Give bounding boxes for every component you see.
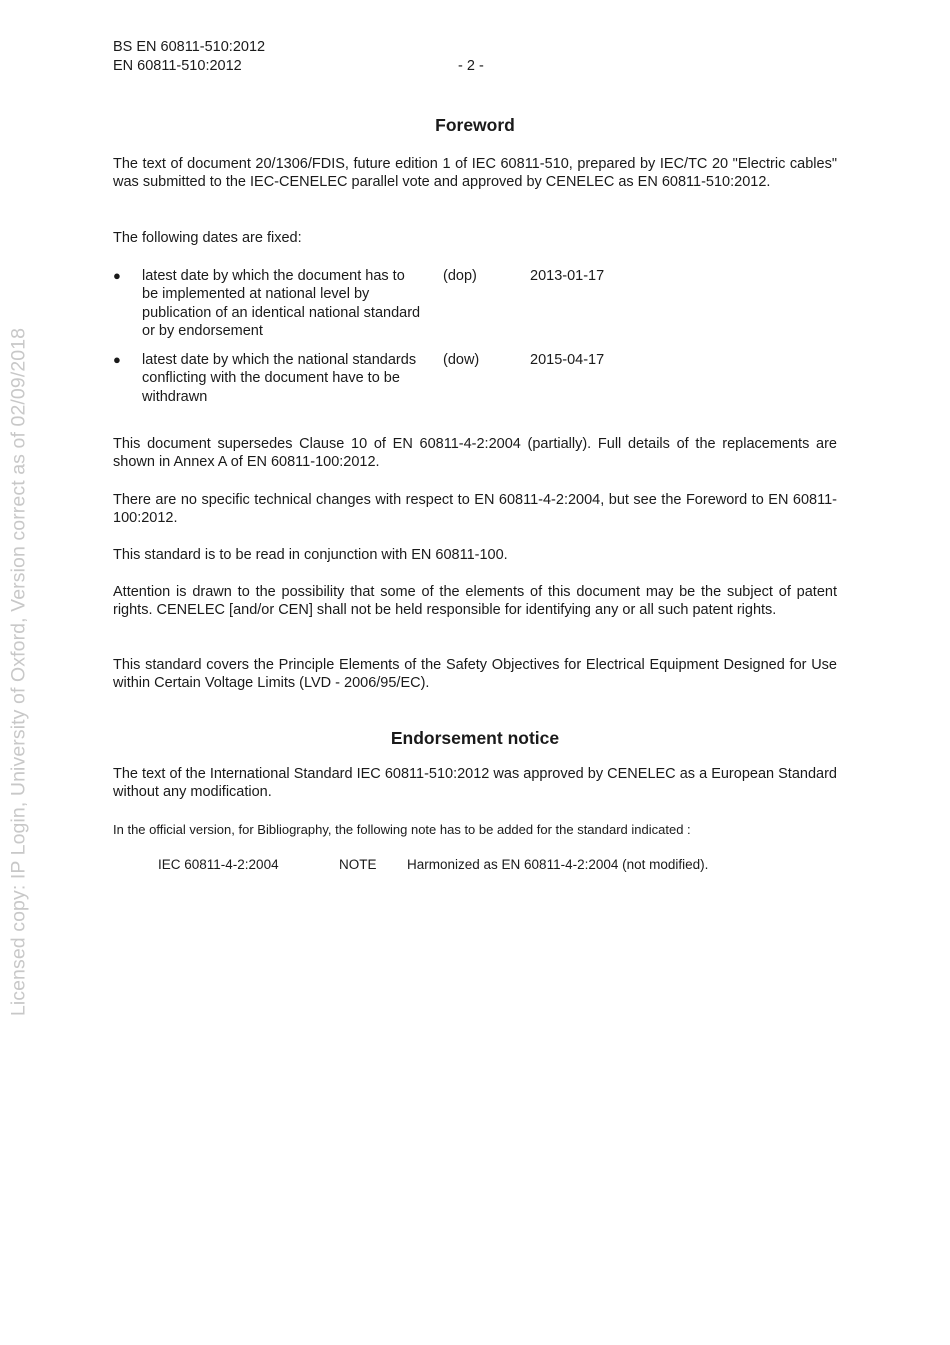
date-item-date: 2013-01-17 [530,268,605,284]
technical-changes-paragraph: There are no specific technical changes with respect to EN 60811-4-2:2004, but see the Foreword to EN 60811-100:2012. [113,492,837,527]
document-header [113,38,265,76]
conjunction-paragraph: This standard is to be read in conjunction with EN 60811-100. [113,547,508,563]
note-text: Harmonized as EN 60811-4-2:2004 (not modified). [407,857,709,872]
note-label: NOTE [339,857,377,872]
patent-paragraph: Attention is drawn to the possibility that some of the elements of this document may be the subject of patent rights. CENELEC [and/or CEN] shall not be held responsible for identifying any or all such patent rights. [113,584,837,619]
watermark-text: Licensed copy: IP Login, University of Oxford, Version correct as of 02/09/2018 [7,327,30,1017]
date-item-date: 2015-04-17 [530,352,605,368]
supersedes-paragraph: This document supersedes Clause 10 of EN 60811-4-2:2004 (partially). Full details of the replacements are shown in Annex A of EN 60811-100:2012. [113,436,837,471]
date-item-text: latest date by which the national standards conflicting with the document have to be withdrawn [142,352,417,405]
date-item-abbr: (dop) [443,268,477,284]
endorsement-paragraph: The text of the International Standard IEC 60811-510:2012 was approved by CENELEC as a European Standard without any modification. [113,766,837,801]
bullet: ● [113,268,121,283]
date-item-text: latest date by which the document has to be implemented at national level by publication of an identical national standard or by endorsement [142,268,421,339]
foreword-heading: Foreword [435,115,515,135]
date-item-abbr: (dow) [443,352,480,368]
page-number: - 2 - [458,58,484,74]
bibliography-note: In the official version, for Bibliography, the following note has to be added for the standard indicated : [113,822,691,837]
endorsement-heading: Endorsement notice [390,728,560,748]
bullet: ● [113,352,121,367]
dates-intro: The following dates are fixed: [113,230,302,246]
header-en-number: EN 60811-510:2012 [113,58,242,74]
note-standard: IEC 60811-4-2:2004 [158,857,279,872]
lvd-paragraph: This standard covers the Principle Elements of the Safety Objectives for Electrical Equipment Designed for Use within Certain Voltage Limits (LVD - 2006/95/EC). [113,657,837,692]
foreword-intro: The text of document 20/1306/FDIS, future edition 1 of IEC 60811-510, prepared by IEC/TC 20 "Electric cables" was submitted to the IEC-CENELEC parallel vote and approved by CENELEC as EN 60811-510:2012. [113,156,837,191]
header-bs-number: BS EN 60811-510:2012 [113,39,266,55]
